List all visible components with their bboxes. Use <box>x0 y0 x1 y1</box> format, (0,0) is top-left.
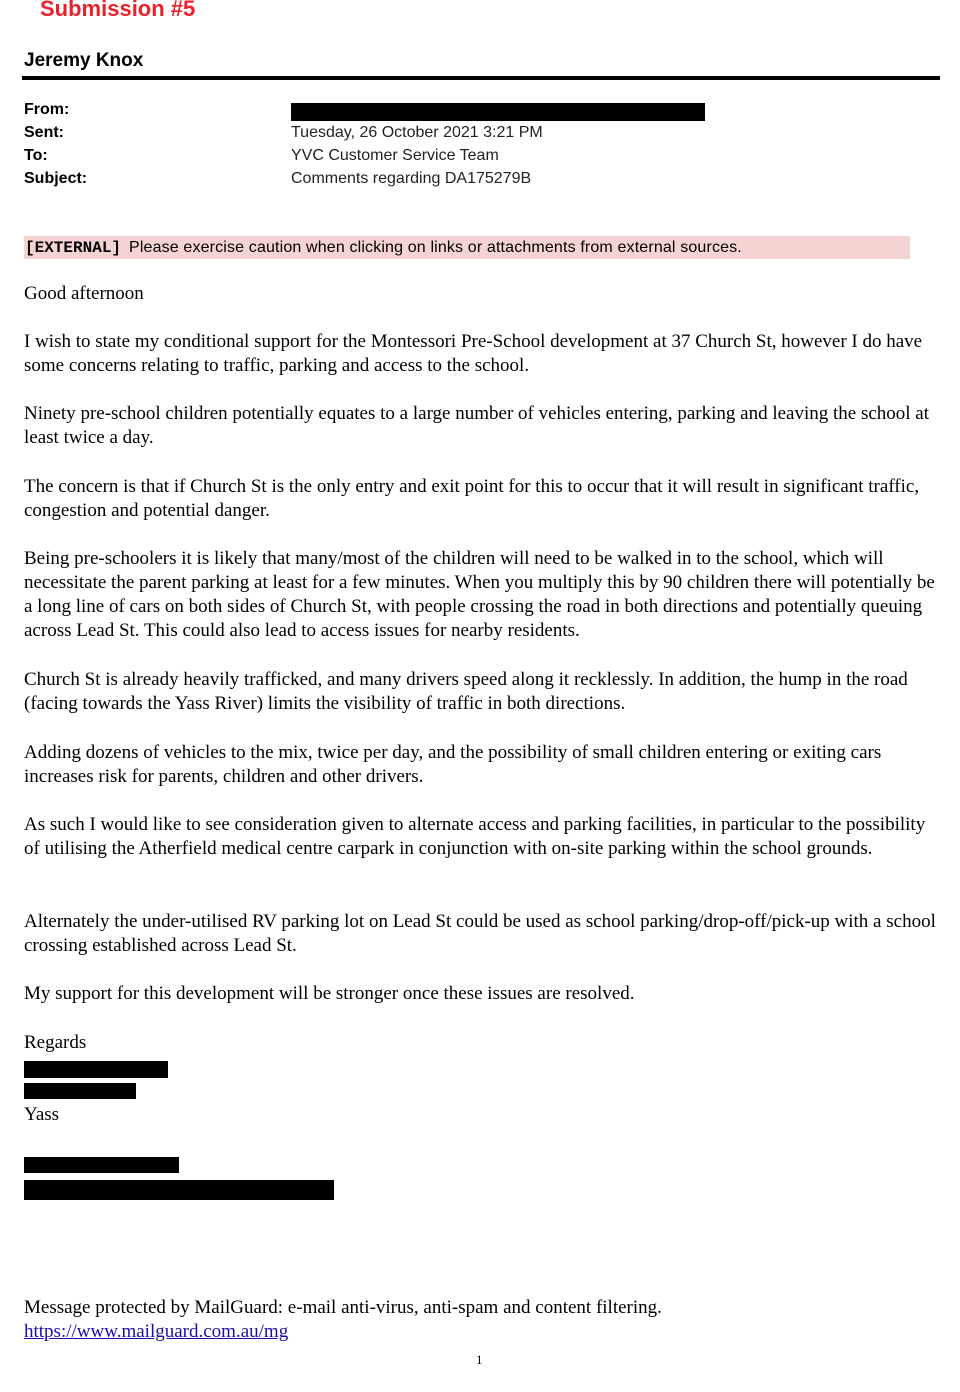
body-paragraph: My support for this development will be stronger once these issues are resolved. <box>24 983 635 1004</box>
body-paragraph: Adding dozens of vehicles to the mix, twice per day, and the possibility of small children entering or exiting cars increases risk for parents, children and other drivers. <box>24 742 882 787</box>
external-warning-banner <box>24 236 910 259</box>
name-redaction <box>24 1061 168 1078</box>
from-label: From: <box>24 101 70 118</box>
body-paragraph: Ninety pre-school children potentially equates to a large number of vehicles entering, parking and leaving the school at least twice a day. <box>24 403 930 448</box>
subject-label: Subject: <box>24 170 88 187</box>
footer-text: Message protected by MailGuard: e-mail anti-virus, anti-spam and content filtering. <box>24 1297 662 1318</box>
page-number: 1 <box>476 1352 483 1367</box>
signature-location: Yass <box>24 1104 60 1125</box>
sender-name: Jeremy Knox <box>24 50 144 71</box>
from-redaction <box>291 103 705 121</box>
body-paragraph: Alternately the under-utilised RV parking lot on Lead St could be used as school parking/drop-off/pick-up with a school crossing established across Lead St. <box>24 911 936 956</box>
mailguard-link[interactable]: https://www.mailguard.com.au/mg <box>24 1321 289 1342</box>
greeting: Good afternoon <box>24 283 144 304</box>
phone-redaction <box>24 1157 179 1173</box>
body-paragraph: I wish to state my conditional support for the Montessori Pre-School development at 37 Church St, however I do have some concerns relating to traffic, parking and access to the school. <box>24 331 923 376</box>
external-tag: [EXTERNAL] <box>25 239 122 257</box>
sent-label: Sent: <box>24 124 64 141</box>
body-paragraph: Church St is already heavily trafficked, and many drivers speed along it recklessly. In addition, the hump in the road (facing towards the Yass River) limits the visibility of traffic in both directions. <box>24 669 908 714</box>
email-redaction <box>24 1180 334 1200</box>
subject-value: Comments regarding DA175279B <box>291 170 532 187</box>
address-redaction <box>24 1083 136 1099</box>
body-paragraph: Being pre-schoolers it is likely that many/most of the children will need to be walked in to the school, which will necessitate the parent parking at least for a few minutes. When you multiply this by 90 children there will potentially be a long line of cars on both sides of Church St, with people crossing the road in both directions and potentially queuing across Lead St. This could also lead to access issues for nearby residents. <box>24 548 935 641</box>
external-warning-text: Please exercise caution when clicking on links or attachments from external sources. <box>129 239 742 256</box>
body-paragraph: The concern is that if Church St is the only entry and exit point for this to occur that it will result in significant traffic, congestion and potential danger. <box>24 476 920 521</box>
body-paragraph: As such I would like to see consideration given to alternate access and parking facilities, in particular to the possibility of utilising the Atherfield medical centre carpark in conjunction with on-site parking within the school grounds. <box>24 814 926 859</box>
to-label: To: <box>24 147 48 164</box>
header-divider <box>22 76 940 80</box>
sent-value: Tuesday, 26 October 2021 3:21 PM <box>291 124 543 141</box>
signoff: Regards <box>24 1032 87 1053</box>
submission-label: Submission #5 <box>40 0 196 21</box>
to-value: YVC Customer Service Team <box>291 147 499 164</box>
